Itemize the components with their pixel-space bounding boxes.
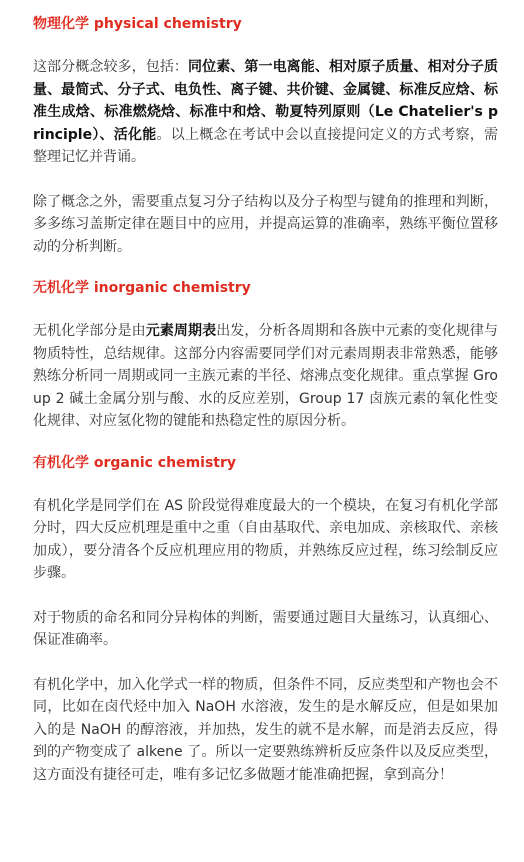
section-title: 无机化学 inorganic chemistry bbox=[33, 280, 251, 296]
paragraph bbox=[33, 56, 498, 169]
paragraph bbox=[33, 607, 498, 652]
text-span: 无机化学部分是由 bbox=[33, 323, 146, 339]
text-span: 除了概念之外，需要重点复习分子结构以及分子构型与键角的推理和判断，多多练习盖斯定律在题目中的应用，并提高运算的准确率，熟练平衡位置移动的分析判断。 bbox=[33, 193, 498, 255]
paragraph bbox=[33, 495, 498, 585]
text-span: 有机化学中，加入化学式一样的物质，但条件不同，反应类型和产物也会不同，比如在卤代烃中加入 NaOH 水溶液，发生的是水解反应，但是如果加入的是 NaOH 的醇溶液，并加热，发生的就不是水解，而是消去反应，得到的产物变成了 alkene 了。所以一定要熟练辨析反应条件以及反应类型，这方面没有捷径可走，唯有多记忆多做题才能准确把握，拿到高分！ bbox=[33, 676, 498, 783]
section-physical-chemistry bbox=[33, 14, 498, 258]
paragraph bbox=[33, 674, 498, 787]
paragraph bbox=[33, 191, 498, 259]
text-span: 有机化学是同学们在 AS 阶段觉得难度最大的一个模块，在复习有机化学部分时，四大反应机理是重中之重（自由基取代、亲电加成、亲核取代、亲核加成），要分清各个反应机理应用的物质，并熟练反应过程，练习绘制反应步骤。 bbox=[33, 497, 498, 581]
text-span: 出发，分析各周期和各族中元素的变化规律与物质特性，总结规律。这部分内容需要同学们对元素周期表非常熟悉，能够熟练分析同一周期或同一主族元素的半径、熔沸点变化规律。重点掌握 Group 2 碱土金属分别与酸、水的反应差别，Group 17 卤族元素的氧化性变化规律、对应氢化物的键能和热稳定性的原因分析。 bbox=[33, 323, 498, 429]
section-organic-chemistry bbox=[33, 453, 498, 787]
section-title: 物理化学 physical chemistry bbox=[33, 16, 242, 32]
key-terms: 元素周期表 bbox=[145, 323, 217, 339]
text-span: 这部分概念较多，包括： bbox=[33, 59, 189, 75]
key-terms: 同位素、第一电离能、相对原子质量、相对分子质量、最简式、分子式、电负性、离子键、共价键、金属键、标准反应焓、标准生成焓、标准燃烧焓、标准中和焓、勒夏特列原则（Le Chatelier's principle）、活化能 bbox=[33, 59, 498, 143]
text-span: 。以上概念在考试中会以直接提问定义的方式考察，需整理记忆并背诵。 bbox=[33, 126, 498, 165]
section-title: 有机化学 organic chemistry bbox=[33, 454, 237, 471]
section-inorganic-chemistry bbox=[33, 278, 498, 433]
paragraph bbox=[33, 320, 498, 433]
text-span: 对于物质的命名和同分异构体的判断，需要通过题目大量练习，认真细心、保证准确率。 bbox=[33, 609, 498, 648]
